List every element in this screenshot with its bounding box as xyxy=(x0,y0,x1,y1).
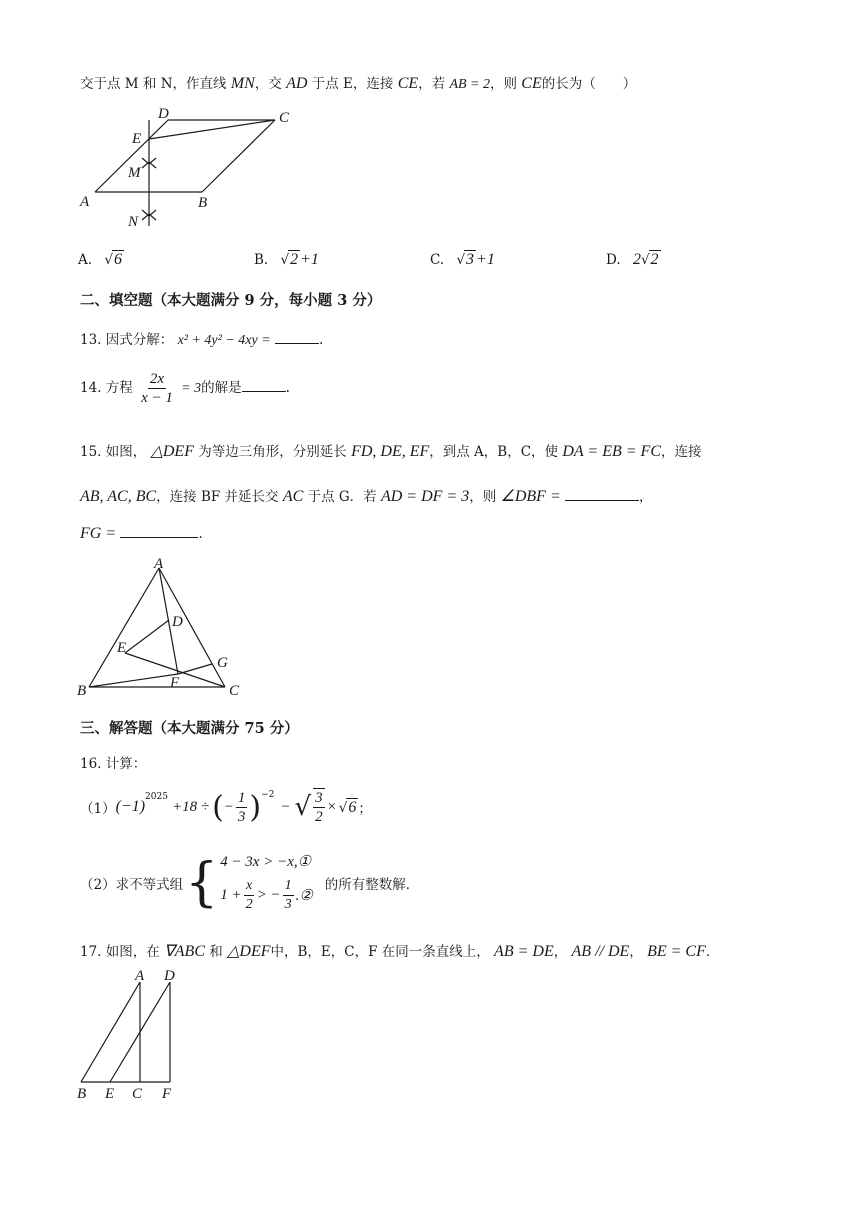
label-e: E xyxy=(117,640,127,656)
label-b: B xyxy=(77,683,87,699)
label-e: E xyxy=(105,1086,115,1102)
option-letter: B. xyxy=(254,252,269,268)
q12-text xyxy=(80,72,636,93)
q14-label: 14. 方程 xyxy=(80,380,133,396)
brace: { xyxy=(185,853,219,913)
q15-label: 15. 如图， xyxy=(80,444,147,460)
q16-ineq1: 4 − 3x > −x,① xyxy=(220,854,312,870)
q15-triangle: △DEF xyxy=(150,443,194,460)
segment-fg xyxy=(178,664,212,674)
q12-intro: 交于点 M 和 N，作直线 xyxy=(80,76,227,92)
q12-mn: MN xyxy=(230,75,255,92)
q17-tri1: ∇ABC xyxy=(164,943,205,960)
segment-bc xyxy=(202,120,275,192)
q16-ineq2-gn: 1 xyxy=(283,877,294,896)
q17-comma2: ， xyxy=(629,944,643,960)
segment-ab xyxy=(89,568,159,687)
q16-part2-label: （2）求不等式组 xyxy=(80,877,184,893)
label-c: C xyxy=(132,1086,143,1102)
label-c: C xyxy=(229,683,240,699)
q14-frac-num: 2x xyxy=(149,371,165,387)
label-b: B xyxy=(77,1086,87,1102)
q15-cond2: AD = DF = 3 xyxy=(380,488,470,505)
q16-system xyxy=(220,852,313,914)
q15-angle: ∠DBF = xyxy=(500,488,561,505)
q15-ac: AC xyxy=(282,488,304,505)
section-heading-solve: 三、解答题（本大题满分 75 分） xyxy=(80,720,299,737)
q16-exponent2: −2 xyxy=(261,790,275,800)
q15-cond: DA = EB = FC xyxy=(562,443,661,460)
q17-and: 和 xyxy=(209,944,223,960)
q16-label: 16. 计算： xyxy=(80,756,147,772)
segment-ec xyxy=(149,120,275,139)
option-radicand: 2 xyxy=(290,251,299,268)
option-radicand: 6 xyxy=(113,251,122,268)
q16-part2 xyxy=(80,852,419,914)
q14-frac-den: x − 1 xyxy=(141,390,173,406)
q12-option-d[interactable]: D. 2√2 xyxy=(606,251,659,268)
q17-cond3: BE = CF xyxy=(647,943,706,960)
q17-cond1: AB = DE xyxy=(494,943,554,960)
q16-semicolon: ； xyxy=(358,801,372,817)
label-c: C xyxy=(279,110,290,126)
option-radicand: 3 xyxy=(466,251,475,268)
q15-comma: ， xyxy=(639,489,653,505)
q16-sqrt-num: 3 xyxy=(315,790,323,806)
label-a: A xyxy=(135,968,145,984)
label-f: F xyxy=(170,675,180,691)
q16-ineq2-b: > − xyxy=(256,887,281,903)
q17-label: 17. 如图，在 xyxy=(80,944,160,960)
q17-end: ． xyxy=(705,944,720,960)
q15-fg-blank[interactable] xyxy=(120,537,198,538)
label-b: B xyxy=(198,195,208,211)
q16-exponent: 2025 xyxy=(145,792,168,802)
q16-minus: − xyxy=(280,798,291,815)
q12-ce: CE xyxy=(397,75,419,92)
label-f: F xyxy=(162,1086,172,1102)
option-letter: C. xyxy=(430,252,445,268)
q16-base: (−1) xyxy=(115,798,146,815)
q15-text-b: 为等边三角形，分别延长 xyxy=(198,444,347,460)
option-letter: D. xyxy=(606,252,621,268)
label-d: D xyxy=(164,968,175,984)
q13-end: . xyxy=(318,332,324,348)
q14-end: . xyxy=(285,380,290,396)
q16-part1-label: （1） xyxy=(80,801,116,817)
segment-ac xyxy=(159,568,225,687)
q13-answer-blank[interactable] xyxy=(275,343,319,344)
q17-tri2: △DEF xyxy=(227,943,271,960)
q16-frac-num: 1 xyxy=(237,789,246,806)
q15-text-2b: ，连接 BF 并延长交 xyxy=(156,489,279,505)
q17-text-c: 中，B，E，C，F 在同一条直线上， xyxy=(270,944,490,960)
option-radicand: 2 xyxy=(650,251,659,268)
q12-tail: 的长为（ ） xyxy=(541,76,637,92)
q12-mid3: ，若 xyxy=(418,76,446,92)
q15-segments: FD, DE, EF xyxy=(351,443,430,460)
q16-ineq2-gd: 3 xyxy=(284,897,292,912)
option-pre: 2 xyxy=(632,251,641,268)
section-heading-fill: 二、填空题（本大题满分 9 分，每小题 3 分） xyxy=(80,292,382,309)
q13-expr: x² + 4y² − 4xy = xyxy=(177,333,271,348)
q16-times: × xyxy=(326,798,337,815)
q12-ce2: CE xyxy=(521,75,542,92)
q17-comma1: ， xyxy=(553,944,568,960)
q16-part1: （1） (−1) $^{2025}$ +18 ÷ ( − $\frac{1}{3}$ ) $^{-2}$ − √ $\frac{3}{2}$ × √6 ； xyxy=(80,789,372,825)
q15-text-2d: ，则 xyxy=(469,489,497,505)
q16-ineq2-frac1 xyxy=(244,877,255,914)
q12-option-b[interactable]: B. √2 +1 xyxy=(254,251,319,268)
label-m: M xyxy=(128,165,141,181)
q12-option-a[interactable]: A. √6 xyxy=(78,251,122,268)
q14 xyxy=(80,370,290,407)
q12-figure xyxy=(78,100,308,232)
q12-ad: AD xyxy=(286,75,308,92)
segment-ab xyxy=(81,982,140,1082)
q17-cond2: AB // DE xyxy=(571,943,630,960)
q14-answer-blank[interactable] xyxy=(242,391,286,392)
label-d: D xyxy=(158,106,169,122)
option-post: +1 xyxy=(476,251,495,268)
q16-frac xyxy=(236,789,248,826)
q16-ineq2 xyxy=(220,877,313,914)
q15-text-2c: 于点 G．若 xyxy=(307,489,377,505)
q13 xyxy=(80,328,323,349)
q15-text-c: ，到点 A，B，C，使 xyxy=(429,444,559,460)
q16-ineq2-a: 1 + xyxy=(220,887,242,903)
q12-mid2: 于点 E，连接 xyxy=(311,76,394,92)
q16-ineq2-c: .② xyxy=(295,888,313,904)
q15-line1 xyxy=(80,440,701,461)
q15-connect-segs: AB, AC, BC xyxy=(80,488,157,505)
q16-tail: 的所有整数解． xyxy=(324,877,420,893)
q12-option-c[interactable]: C. √3 +1 xyxy=(430,251,495,268)
q16-sqrt-frac xyxy=(313,788,325,826)
option-post: +1 xyxy=(300,251,319,268)
q15-line2 xyxy=(80,485,653,506)
q16-rad6: 6 xyxy=(348,798,357,816)
q16-sqrt-den: 2 xyxy=(315,809,323,825)
q12-cond: AB = 2 xyxy=(449,77,490,92)
q16-frac-den: 3 xyxy=(237,808,246,825)
q15-fg: FG = xyxy=(80,525,117,542)
q15-end: . xyxy=(198,526,203,542)
q15-figure xyxy=(74,556,254,702)
q16-ineq2-fn: x xyxy=(244,877,254,896)
q14-fraction xyxy=(139,370,175,407)
q12-mid1: ，交 xyxy=(254,76,282,92)
q15-text-d: ，连接 xyxy=(660,444,702,460)
q17-text xyxy=(80,940,719,961)
segment-de xyxy=(125,620,169,653)
q16-ineq2-fd: 2 xyxy=(245,897,253,912)
q16-ineq2-frac2 xyxy=(283,877,294,914)
q13-label: 13. 因式分解： xyxy=(80,332,174,348)
q15-line3 xyxy=(80,525,203,543)
segment-bf xyxy=(89,674,178,687)
label-d: D xyxy=(172,614,183,630)
label-e: E xyxy=(132,131,142,147)
q15-angle-blank[interactable] xyxy=(565,500,639,501)
label-n: N xyxy=(128,214,139,230)
label-a: A xyxy=(154,556,164,572)
option-letter: A. xyxy=(78,252,93,268)
q14-eq: = 3 xyxy=(181,381,202,396)
label-g: G xyxy=(217,655,228,671)
q12-mid4: ，则 xyxy=(490,76,517,92)
q14-tail: 的解是 xyxy=(201,380,242,396)
q17-figure xyxy=(74,966,194,1104)
label-a: A xyxy=(80,194,90,210)
q16-plus-div: +18 ÷ xyxy=(171,798,210,815)
